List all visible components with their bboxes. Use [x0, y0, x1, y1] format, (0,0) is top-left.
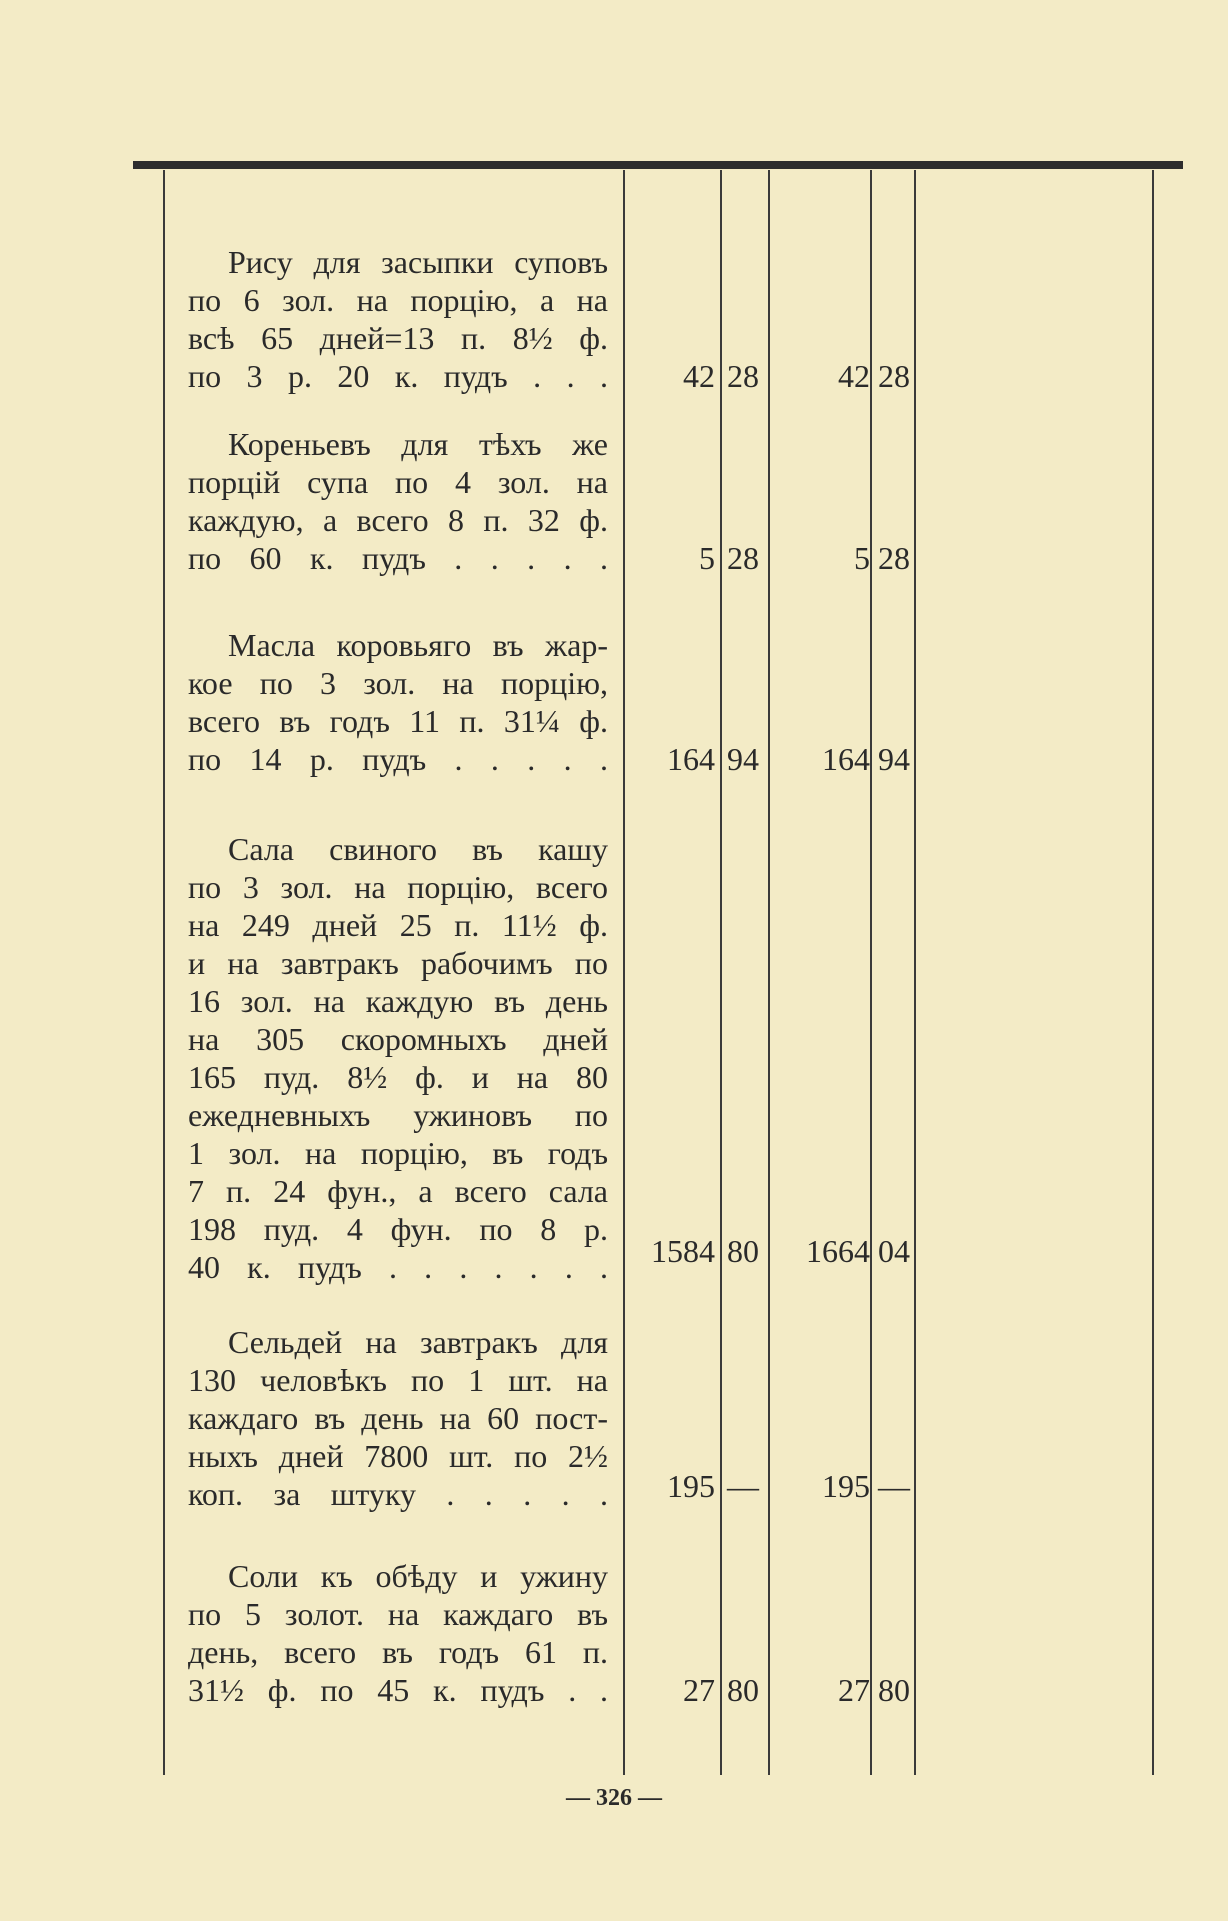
total-kopecks: —: [878, 1468, 910, 1504]
total-rubles: 164: [822, 741, 870, 777]
description-line: всѣ 65 дней=13 п. 8½ ф.: [188, 320, 608, 356]
total-rubles: 42: [838, 358, 870, 394]
description-line: кое по 3 зол. на порцію,: [188, 665, 608, 701]
table-top-rule: [133, 161, 1183, 169]
total-kopecks: 28: [878, 358, 910, 394]
description-line: по 5 золот. на каждаго въ: [188, 1596, 608, 1632]
description-line: Сала свиного въ кашу: [228, 831, 608, 867]
table-row-description: [188, 425, 608, 577]
table-row-description: [188, 626, 608, 778]
description-line: по 60 к. пудъ . . . . .: [188, 540, 608, 576]
total-rubles: 27: [838, 1672, 870, 1708]
description-line: порцій супа по 4 зол. на: [188, 464, 608, 500]
total-rubles: 1664: [806, 1233, 870, 1269]
description-line: всего въ годъ 11 п. 31¼ ф.: [188, 703, 608, 739]
description-line: по 14 р. пудъ . . . . .: [188, 741, 608, 777]
description-line: на 305 скоромныхъ дней: [188, 1021, 608, 1057]
column-rule: [768, 170, 770, 1775]
total-rubles: 5: [854, 540, 870, 576]
amount-kopecks: 80: [727, 1233, 759, 1269]
total-kopecks: 04: [878, 1233, 910, 1269]
amount-rubles: 27: [683, 1672, 715, 1708]
amount-rubles: 5: [699, 540, 715, 576]
description-line: по 6 зол. на порцію, а на: [188, 282, 608, 318]
description-line: 1 зол. на порцію, въ годъ: [188, 1135, 608, 1171]
table-row-description: [188, 1323, 608, 1513]
description-line: каждую, а всего 8 п. 32 ф.: [188, 502, 608, 538]
description-line: 31½ ф. по 45 к. пудъ . .: [188, 1672, 608, 1708]
right-margin-rule: [1152, 170, 1154, 1775]
description-line: и на завтракъ рабочимъ по: [188, 945, 608, 981]
total-kopecks: 80: [878, 1672, 910, 1708]
amount-kopecks: 94: [727, 741, 759, 777]
amount-kopecks: 28: [727, 358, 759, 394]
description-line: по 3 зол. на порцію, всего: [188, 869, 608, 905]
column-rule: [623, 170, 625, 1775]
table-row-description: [188, 1557, 608, 1709]
page-number: — 326 —: [566, 1785, 662, 1811]
description-line: Сельдей на завтракъ для: [228, 1324, 608, 1360]
description-line: Соли къ обѣду и ужину: [228, 1558, 608, 1594]
amount-rubles: 42: [683, 358, 715, 394]
description-line: день, всего въ годъ 61 п.: [188, 1634, 608, 1670]
description-line: 130 человѣкъ по 1 шт. на: [188, 1362, 608, 1398]
total-kopecks: 94: [878, 741, 910, 777]
left-margin-rule: [163, 170, 165, 1775]
column-rule: [914, 170, 916, 1775]
table-row-description: [188, 830, 608, 1286]
column-rule: [870, 170, 872, 1775]
total-kopecks: 28: [878, 540, 910, 576]
amount-rubles: 1584: [651, 1233, 715, 1269]
description-line: 40 к. пудъ . . . . . . .: [188, 1249, 608, 1285]
description-line: 16 зол. на каждую въ день: [188, 983, 608, 1019]
description-line: каждаго въ день на 60 пост-: [188, 1400, 608, 1436]
table-row-description: [188, 243, 608, 395]
description-line: 198 пуд. 4 фун. по 8 р.: [188, 1211, 608, 1247]
description-line: ежедневныхъ ужиновъ по: [188, 1097, 608, 1133]
amount-kopecks: —: [727, 1468, 759, 1504]
description-line: Рису для засыпки суповъ: [228, 244, 608, 280]
column-rule: [720, 170, 722, 1775]
amount-kopecks: 80: [727, 1672, 759, 1708]
amount-rubles: 195: [667, 1468, 715, 1504]
description-line: Кореньевъ для тѣхъ же: [228, 426, 608, 462]
description-line: по 3 р. 20 к. пудъ . . .: [188, 358, 608, 394]
total-rubles: 195: [822, 1468, 870, 1504]
description-line: 165 пуд. 8½ ф. и на 80: [188, 1059, 608, 1095]
description-line: на 249 дней 25 п. 11½ ф.: [188, 907, 608, 943]
description-line: коп. за штуку . . . . .: [188, 1476, 608, 1512]
description-line: ныхъ дней 7800 шт. по 2½: [188, 1438, 608, 1474]
amount-rubles: 164: [667, 741, 715, 777]
description-line: 7 п. 24 фун., а всего сала: [188, 1173, 608, 1209]
amount-kopecks: 28: [727, 540, 759, 576]
description-line: Масла коровьяго въ жар-: [228, 627, 608, 663]
